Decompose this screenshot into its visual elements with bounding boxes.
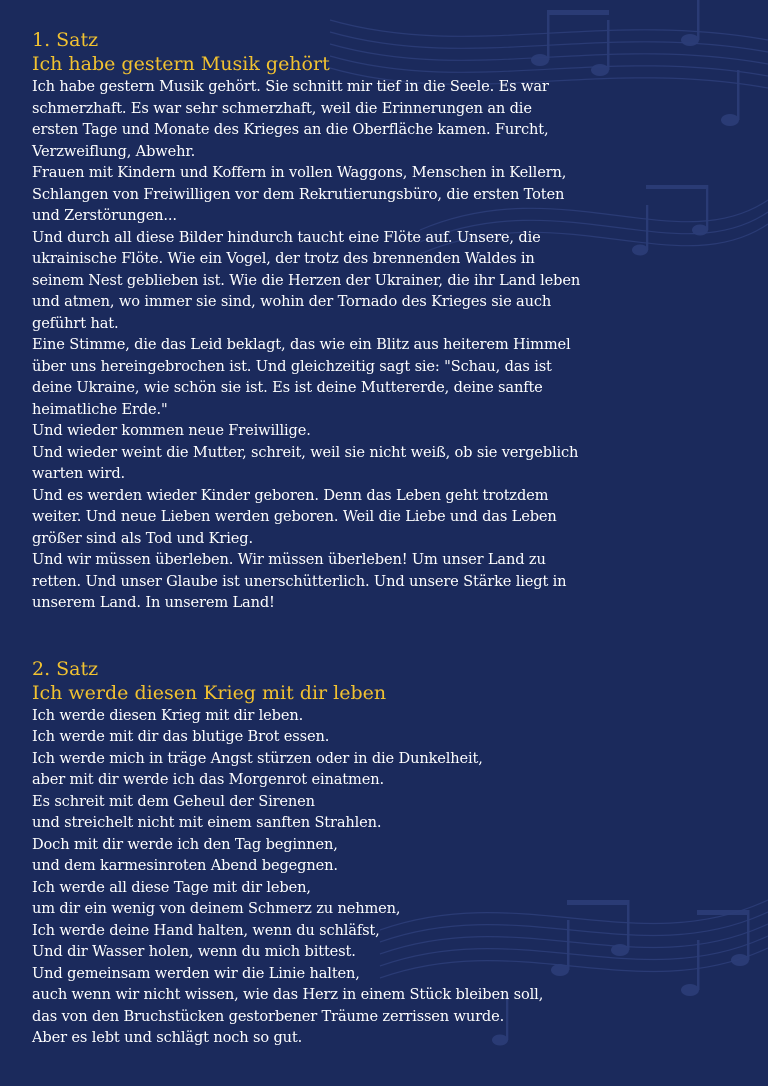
text-line: und Zerstörungen... (32, 207, 177, 224)
text-line: Und wieder kommen neue Freiwillige. (32, 422, 311, 439)
text-line: Und wir müssen überleben. Wir müssen überleben! Um unser Land zu (32, 551, 546, 568)
text-line: Ich werde diesen Krieg mit dir leben. (32, 706, 304, 724)
document-body (32, 28, 632, 1049)
text-line: heimatliche Erde." (32, 400, 168, 418)
text-line: größer sind als Tod und Krieg. (32, 529, 253, 547)
text-line: Und es werden wieder Kinder geboren. Denn das Leben geht trotzdem (32, 486, 549, 504)
text-line: seinem Nest geblieben ist. Wie die Herzen der Ukrainer, die ihr Land leben (32, 271, 581, 289)
section-2-title: Ich werde diesen Krieg mit dir leben (32, 681, 387, 704)
text-line: Eine Stimme, die das Leid beklagt, das wie ein Blitz aus heiterem Himmel (32, 336, 571, 353)
text-line: deine Ukraine, wie schön sie ist. Es ist deine Muttererde, deine sanfte (32, 379, 543, 396)
text-line: warten wird. (32, 465, 126, 482)
text-line: retten. Und unser Glaube ist unerschütterlich. Und unsere Stärke liegt in (32, 572, 567, 590)
section-1 (32, 28, 632, 614)
text-line: um dir ein wenig von deinem Schmerz zu nehmen, (32, 900, 401, 917)
text-line: Und dir Wasser holen, wenn du mich bittest. (32, 943, 356, 960)
text-line: Verzweiflung, Abwehr. (32, 142, 196, 160)
text-line: Aber es lebt und schlägt noch so gut. (32, 1029, 303, 1046)
text-line: Ich werde mich in träge Angst stürzen oder in die Dunkelheit, (32, 749, 483, 767)
text-line: unserem Land. In unserem Land! (32, 594, 275, 611)
text-line: ukrainische Flöte. Wie ein Vogel, der trotz des brennenden Waldes in (32, 250, 535, 267)
text-line: Und durch all diese Bilder hindurch taucht eine Flöte auf. Unsere, die (32, 228, 541, 246)
text-line: schmerzhaft. Es war sehr schmerzhaft, weil die Erinnerungen an die (32, 99, 532, 117)
text-line: Schlangen von Freiwilligen vor dem Rekrutierungsbüro, die ersten Toten (32, 185, 565, 203)
text-line: und streichelt nicht mit einem sanften Strahlen. (32, 814, 382, 831)
text-line: Frauen mit Kindern und Koffern in vollen Waggons, Menschen in Kellern, (32, 164, 567, 181)
text-line: ersten Tage und Monate des Krieges an die Oberfläche kamen. Furcht, (32, 121, 549, 138)
text-line: das von den Bruchstücken gestorbener Träume zerrissen wurde. (32, 1007, 505, 1025)
text-line: Und wieder weint die Mutter, schreit, weil sie nicht weiß, ob sie vergeblich (32, 443, 579, 461)
section-1-text (32, 76, 632, 614)
text-line: Doch mit dir werde ich den Tag beginnen, (32, 835, 338, 853)
section-1-number: 1. Satz (32, 29, 99, 51)
text-line: auch wenn wir nicht wissen, wie das Herz in einem Stück bleiben soll, (32, 986, 544, 1003)
text-line: Und gemeinsam werden wir die Linie halten, (32, 964, 360, 982)
text-line: Ich werde deine Hand halten, wenn du schläfst, (32, 921, 380, 939)
section-1-title: Ich habe gestern Musik gehört (32, 53, 330, 75)
text-line: Ich werde all diese Tage mit dir leben, (32, 878, 311, 896)
text-line: Ich habe gestern Musik gehört. Sie schnitt mir tief in die Seele. Es war (32, 78, 549, 95)
section-2-text (32, 705, 632, 1049)
section-2 (32, 657, 632, 1049)
section-2-number: 2. Satz (32, 657, 99, 680)
text-line: über uns hereingebrochen ist. Und gleichzeitig sagt sie: "Schau, das ist (32, 357, 552, 375)
text-line: und dem karmesinroten Abend begegnen. (32, 857, 338, 874)
text-line: Es schreit mit dem Geheul der Sirenen (32, 792, 315, 810)
text-line: aber mit dir werde ich das Morgenrot einatmen. (32, 771, 384, 788)
text-line: Ich werde mit dir das blutige Brot essen. (32, 728, 330, 745)
text-line: und atmen, wo immer sie sind, wohin der Tornado des Krieges sie auch (32, 293, 552, 310)
text-line: geführt hat. (32, 314, 119, 332)
text-line: weiter. Und neue Lieben werden geboren. Weil die Liebe und das Leben (32, 508, 557, 525)
